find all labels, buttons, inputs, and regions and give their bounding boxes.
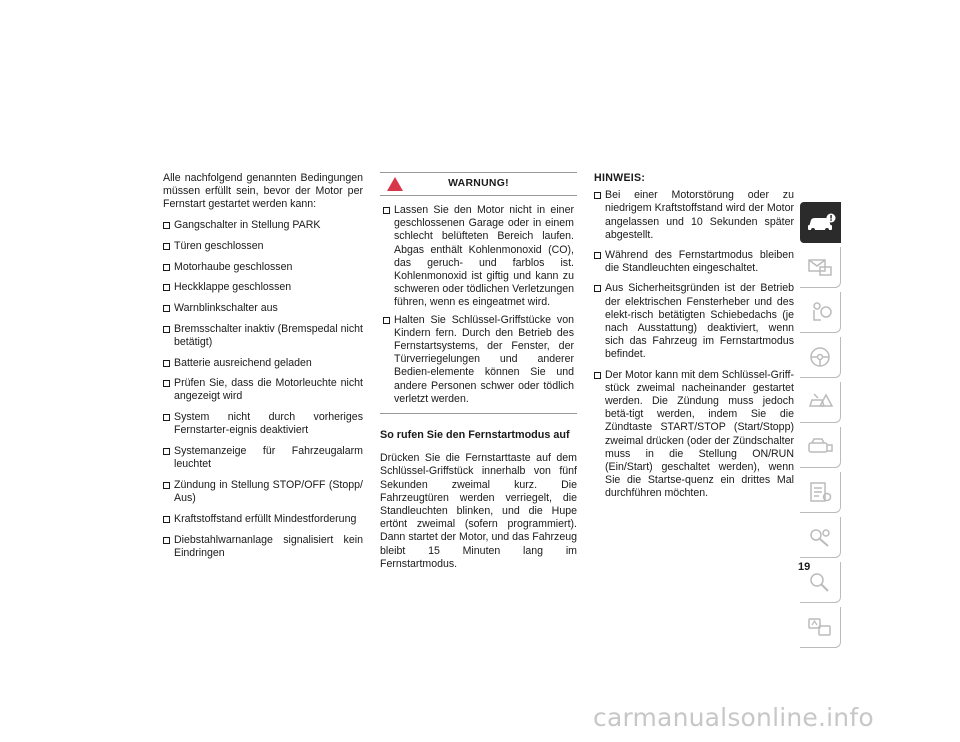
warning-header xyxy=(380,173,577,196)
warning-triangle-icon xyxy=(387,177,403,191)
search-icon xyxy=(806,570,834,594)
chapter-tabs xyxy=(800,202,841,652)
condition-item: Bremsschalter inaktiv (Bremspedal nicht betätigt) xyxy=(163,323,363,349)
note-item: Während des Fernstartmodus bleiben die Standleuchten eingeschaltet. xyxy=(594,249,794,275)
note-list xyxy=(594,189,794,500)
warning-title: WARNUNG! xyxy=(448,178,509,189)
note-heading: HINWEIS: xyxy=(594,172,646,184)
airbag-icon xyxy=(806,300,834,324)
tab-car-info[interactable] xyxy=(800,202,841,243)
right-column xyxy=(594,172,794,501)
checklist-icon xyxy=(806,480,834,504)
tab-language[interactable] xyxy=(800,607,841,648)
tab-airbag[interactable] xyxy=(800,292,841,333)
steering-wheel-icon xyxy=(806,345,834,369)
condition-item: Warnblinkschalter aus xyxy=(163,302,363,315)
page-number: 19 xyxy=(798,561,811,573)
condition-item: Türen geschlossen xyxy=(163,240,363,253)
condition-item: Prüfen Sie, dass die Motorleuchte nicht angezeigt wird xyxy=(163,377,363,403)
warning-list xyxy=(380,196,577,413)
section-heading: So rufen Sie den Fernstartmodus auf xyxy=(380,429,570,442)
condition-item: Systemanzeige für Fahrzeugalarm leuchtet xyxy=(163,445,363,471)
tab-warning-car[interactable] xyxy=(800,382,841,423)
warning-box xyxy=(380,172,577,414)
note-item: Aus Sicherheitsgründen ist der Betrieb der elektrischen Fensterheber und des elekt-risch betätigten Schiebedachs (je nach Ausstattung) deaktiviert, wenn sich das Fahrzeug im Fernstartmodus befindet. xyxy=(594,282,794,361)
warning-car-icon xyxy=(806,390,834,414)
note-item: Bei einer Motorstörung oder zu niedrigem Kraftstoffstand wird der Motor angelassen und 10 Sekunden später abgestellt. xyxy=(594,189,794,242)
note-item: Der Motor kann mit dem Schlüssel-Griff-stück zweimal nacheinander gestartet werden. Die Zündung muss jedoch betä-tigt werden, indem Sie die Zündtaste START/STOP (Start/Stopp) zweimal drücken (oder der Zündschalter muss in die Stellung ON/RUN (Ein/Start) geschaltet werden), wenn Sie die Startse-quenz ein drittes Mal durchführen möchten. xyxy=(594,369,794,501)
watermark: carmanualsonline.info xyxy=(593,703,874,732)
condition-item: Gangschalter in Stellung PARK xyxy=(163,219,363,232)
condition-item: Heckklappe geschlossen xyxy=(163,281,363,294)
tab-tools[interactable] xyxy=(800,517,841,558)
intro-text: Alle nachfolgend genannten Bedingungen müssen erfüllt sein, bevor der Motor per Fernstart gestartet werden kann: xyxy=(163,172,363,211)
condition-item: Diebstahlwarnanlage signalisiert kein Eindringen xyxy=(163,534,363,560)
car-info-icon xyxy=(806,212,836,234)
tab-messages[interactable] xyxy=(800,247,841,288)
tab-steering[interactable] xyxy=(800,337,841,378)
left-column xyxy=(163,172,363,560)
tab-car-service[interactable] xyxy=(800,427,841,468)
warning-item: Lassen Sie den Motor nicht in einer geschlossenen Garage oder in einem schlecht belüfteten Bereich laufen. Abgas enthält Kohlenmonoxid (CO), das geruch- und farblos ist. Kohlenmonoxid ist giftig und kann zu schweren oder tödlichen Verletzungen führen, wenn es eingeatmet wird. xyxy=(383,204,574,310)
middle-column xyxy=(380,172,577,571)
warning-item: Halten Sie Schlüssel-Griffstücke von Kindern fern. Durch den Betrieb des Fernstartsystems, der Fenster, der Türverriegelungen und anderer Bedien-elemente können Sie und andere Personen schwer oder tödlich verletzt werden. xyxy=(383,314,574,406)
section-body: Drücken Sie die Fernstarttaste auf dem Schlüssel-Griffstück innerhalb von fünf Sekunden zweimal kurz. Die Fahrzeugtüren werden verriegelt, die Standleuchten blinken, und die Hupe ertönt zweimal (sofern programmiert). Dann startet der Motor, und das Fahrzeug bleibt 15 Minuten lang im Fernstartmodus. xyxy=(380,452,577,570)
car-service-icon xyxy=(806,435,834,459)
condition-item: System nicht durch vorheriges Fernstarter-eignis deaktiviert xyxy=(163,411,363,437)
condition-item: Motorhaube geschlossen xyxy=(163,261,363,274)
condition-item: Zündung in Stellung STOP/OFF (Stopp/ Aus) xyxy=(163,479,363,505)
tab-checklist[interactable] xyxy=(800,472,841,513)
condition-item: Kraftstoffstand erfüllt Mindestforderung xyxy=(163,513,363,526)
messages-icon xyxy=(806,255,834,279)
conditions-list xyxy=(163,219,363,560)
language-icon xyxy=(806,615,834,639)
condition-item: Batterie ausreichend geladen xyxy=(163,357,363,370)
tools-icon xyxy=(806,525,834,549)
